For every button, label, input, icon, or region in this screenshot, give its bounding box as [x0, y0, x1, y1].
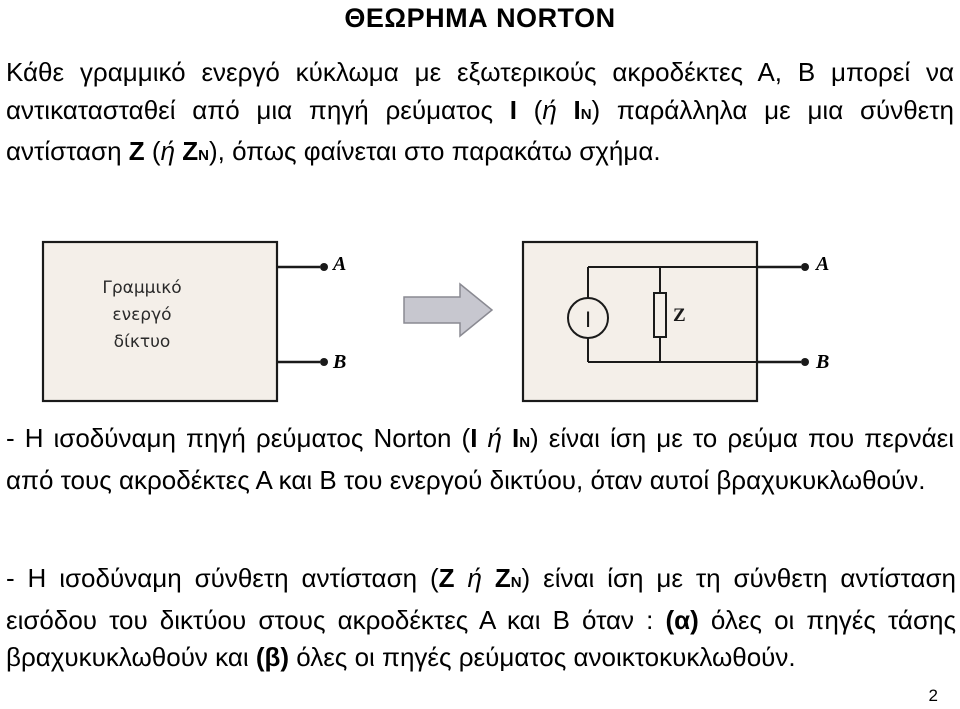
norton-impedance-symbol: ZΝ: [182, 136, 209, 166]
norton-current-symbol: ΙΝ: [573, 94, 592, 125]
norton-impedance-paragraph: [6, 560, 956, 677]
right-terminal-b-label: B: [816, 351, 830, 373]
intro-text: (: [144, 136, 161, 166]
para2-text: ) είναι ίση με το ρεύμα που περνάει από τους ακροδέκτες Α και Β του ενεργού δικτύου, όταν αυτοί βραχυκυκλωθούν.: [6, 423, 954, 495]
norton-current-paragraph: [6, 420, 954, 499]
condition-b-marker: (β): [255, 642, 290, 672]
page-number: 2: [928, 686, 938, 705]
network-label-line-1: Γραμμικό: [102, 278, 182, 298]
page-title: ΘΕΩΡΗΜΑ NORTON: [344, 3, 616, 33]
network-label-line-2: ενεργό: [112, 305, 172, 325]
intro-text: (: [516, 94, 543, 125]
norton-impedance-symbol: ZΝ: [494, 563, 522, 593]
impedance-symbol: Z: [128, 136, 145, 166]
left-terminal-b-node: [320, 358, 328, 366]
current-source-symbol: I: [584, 307, 592, 332]
or-word: ή: [467, 563, 482, 593]
equivalence-arrow: [404, 284, 492, 336]
para2-text: - Η ισοδύναμη πηγή ρεύματος Norton (: [6, 423, 471, 453]
norton-current-symbol: ΙΝ: [511, 423, 531, 453]
condition-a-marker: (α): [665, 604, 699, 635]
left-terminal-a-node: [320, 263, 328, 271]
right-terminal-a-label: A: [816, 253, 830, 275]
norton-equivalent-box: [523, 242, 757, 401]
current-symbol: Ι: [470, 423, 478, 453]
intro-text: Κάθε γραμμικό ενεργό κύκλωμα με εξωτερικούς ακροδέκτες Α, Β μπορεί να αντικατασταθεί από μια πηγή ρεύματος: [6, 57, 954, 125]
para3-text: - Η ισοδύναμη σύνθετη αντίσταση (: [6, 563, 439, 593]
current-symbol: Ι: [509, 94, 517, 125]
right-terminal-a-node: [801, 263, 809, 271]
intro-text: ), όπως φαίνεται στο παρακάτω σχήμα.: [208, 136, 661, 166]
impedance-symbol: Z: [438, 563, 455, 593]
or-word: ή: [542, 94, 557, 125]
para3-text: όλες οι πηγές ρεύματος ανοικτοκυκλωθούν.: [289, 642, 796, 672]
network-label-line-3: δίκτυο: [113, 332, 171, 352]
para3-text: όλες οι πηγές τάσης βραχυκυκλωθούν και: [6, 604, 956, 672]
or-word: ή: [487, 423, 502, 453]
left-terminal-a-label: A: [333, 253, 347, 275]
left-terminal-b-label: B: [333, 351, 347, 373]
or-word: ή: [160, 136, 176, 166]
impedance-symbol: Z: [673, 305, 686, 326]
right-terminal-b-node: [801, 358, 809, 366]
intro-text: ) παράλληλα με μια σύνθετη αντίσταση: [6, 94, 954, 166]
impedance-element: [654, 293, 666, 337]
para3-text: ) είναι ίση με τη σύνθετη αντίσταση εισόδου του δικτύου στους ακροδέκτες Α και Β όταν :: [6, 563, 956, 635]
